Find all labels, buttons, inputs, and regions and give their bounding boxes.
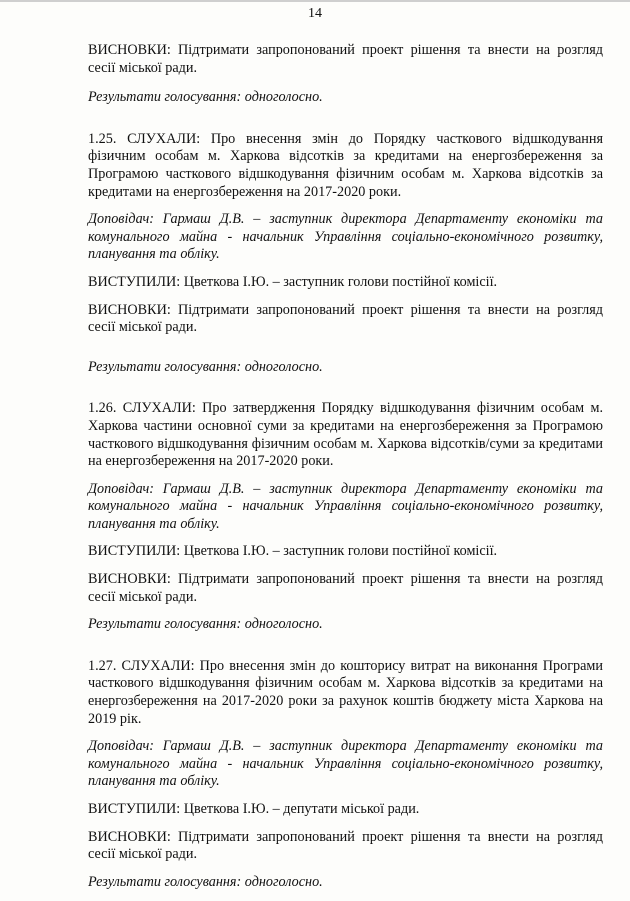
conclusion-paragraph: ВИСНОВКИ: Підтримати запропонований проект рішення та внести на розгляд сесії міської ради. [88,301,603,336]
conclusion-paragraph: ВИСНОВКИ: Підтримати запропонований проект рішення та внести на розгляд сесії міської ради. [88,571,603,605]
conclusion-paragraph: ВИСНОВКИ: Підтримати запропонований проект рішення та внести на розгляд сесії міської ради. [88,42,603,76]
voting-result: Результати голосування: одноголосно. [88,89,323,106]
page-number: 14 [308,6,322,21]
speakers-paragraph: ВИСТУПИЛИ: Цветкова І.Ю. – депутати міської ради. [88,801,420,817]
speakers-paragraph: ВИСТУПИЛИ: Цветкова І.Ю. – заступник голови постійної комісії. [88,543,498,560]
agenda-item-1-25: 1.25. СЛУХАЛИ: Про внесення змін до Порядку часткового відшкодування фізичним особам м. Харкова відсотків за кредитами на енергозбереження за Програмою часткового відшкодування фізичним особам м. Харкова відсотків за кредитами на енергозбереження на 2017-2020 роки. [88,130,603,200]
voting-result: Результати голосування: одноголосно. [88,616,323,633]
document-body [88,42,603,891]
agenda-item-1-26: 1.26. СЛУХАЛИ: Про затвердження Порядку відшкодування фізичним особам м. Харкова частини основної суми за кредитами на енергозбереження за Програмою часткового відшкодування фізичним особам м. Харкова відсотків/суми за кредитами на енергозбереження на 2017-2020 роки. [88,400,603,470]
voting-result: Результати голосування: одноголосно. [88,873,323,890]
speakers-paragraph: ВИСТУПИЛИ: Цветкова І.Ю. – заступник голови постійної комісії. [88,273,498,290]
conclusion-paragraph: ВИСНОВКИ: Підтримати запропонований проект рішення та внести на розгляд сесії міської ради. [88,828,603,863]
agenda-item-1-27: 1.27. СЛУХАЛИ: Про внесення змін до кошторису витрат на виконання Програми часткового відшкодування фізичним особам м. Харкова відсотків за кредитами на енергозбереження на 2017-2020 роки за рахунок коштів бюджету міста Харкова на 2019 рік. [88,657,603,727]
speaker-paragraph: Доповідач: Гармаш Д.В. – заступник директора Департаменту економіки та комунального майна - начальник Управління соціально-економічного розвитку, планування та обліку. [88,480,603,532]
page-top-edge [0,0,630,2]
voting-result: Результати голосування: одноголосно. [88,358,323,375]
speaker-paragraph: Доповідач: Гармаш Д.В. – заступник директора Департаменту економіки та комунального майна - начальник Управління соціально-економічного розвитку, планування та обліку. [88,211,603,263]
speaker-paragraph: Доповідач: Гармаш Д.В. – заступник директора Департаменту економіки та комунального майна - начальник Управління соціально-економічного розвитку, планування та обліку. [88,738,603,790]
